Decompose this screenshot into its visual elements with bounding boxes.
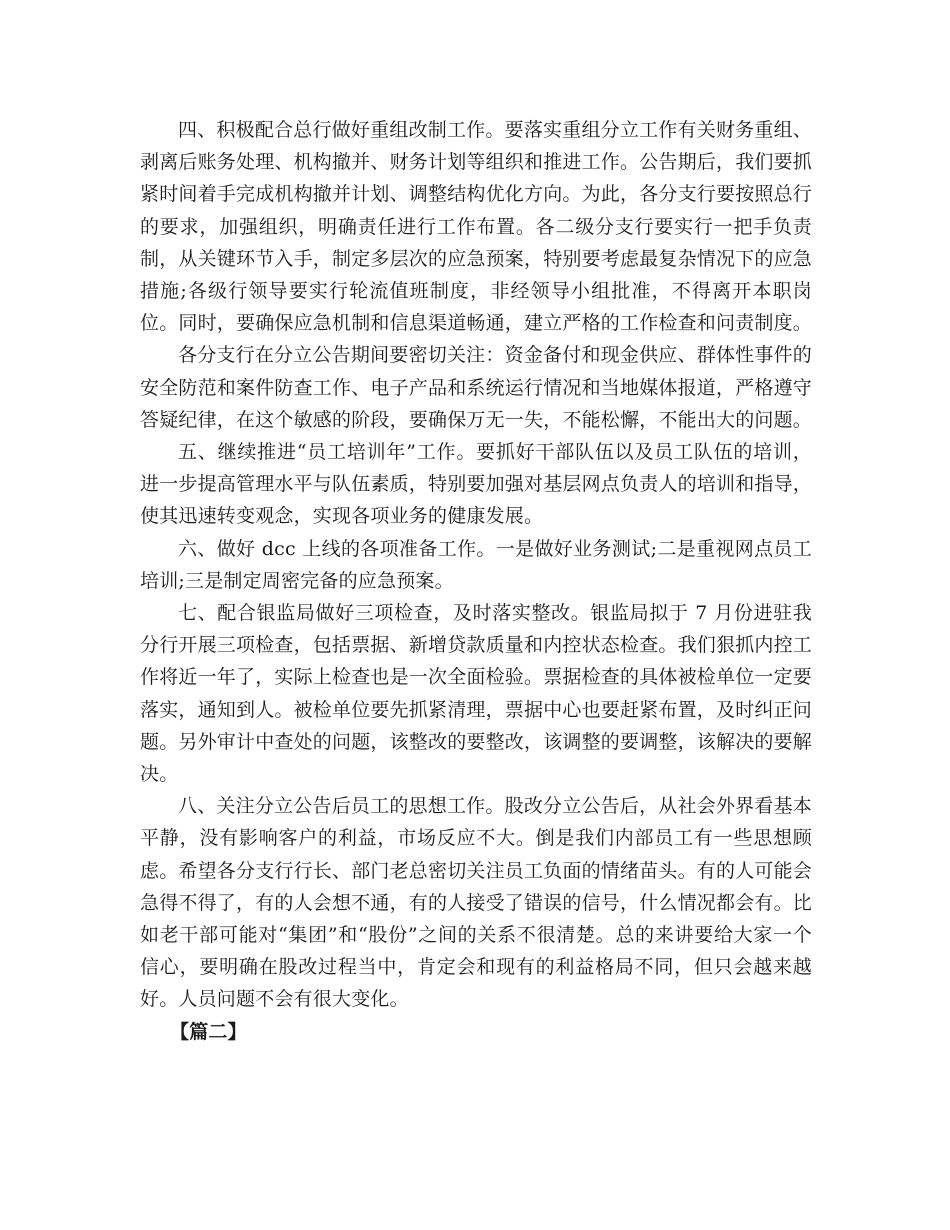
paragraph-section-5: 五、继续推进“员工培训年”工作。要抓好干部队伍以及员工队伍的培训，进一步提高管理水平与队伍素质，特别要加强对基层网点负责人的培训和指导，使其迅速转变观念，实现各项业务的健康发展。 xyxy=(140,441,813,528)
section-heading-part-two: 【篇二】 xyxy=(170,1020,247,1043)
paragraph-section-6: 六、做好 dcc 上线的各项准备工作。一是做好业务测试;二是重视网点员工培训;三是制定周密完备的应急预案。 xyxy=(140,537,812,592)
paragraph-section-8: 八、关注分立公告后员工的思想工作。股改分立公告后，从社会外界看基本平静，没有影响客户的利益，市场反应不大。倒是我们内部员工有一些思想顾虑。希望各分支行行长、部门老总密切关注员工负面的情绪苗头。有的人可能会急得不得了，有的人会想不通，有的人接受了错误的信号，什么情况都会有。比如老干部可能对“集团”和“股份”之间的关系不很清楚。总的来讲要给大家一个信心，要明确在股改过程当中，肯定会和现有的利益格局不同，但只会越来越好。人员问题不会有很大变化。 xyxy=(140,795,813,1011)
paragraph-section-4: 四、积极配合总行做好重组改制工作。要落实重组分立工作有关财务重组、剥离后账务处理、机构撤并、财务计划等组织和推进工作。公告期后，我们要抓紧时间着手完成机构撤并计划、调整结构优化方向。为此，各分支行要按照总行的要求，加强组织，明确责任进行工作布置。各二级分支行要实行一把手负责制，从关键环节入手，制定多层次的应急预案，特别要考虑最复杂情况下的应急措施;各级行领导要实行轮流值班制度，非经领导小组批准，不得离开本职岗位。同时，要确保应急机制和信息渠道畅通，建立严格的工作检查和问责制度。 xyxy=(140,119,813,335)
paragraph-announcement-attention: 各分支行在分立公告期间要密切关注：资金备付和现金供应、群体性事件的安全防范和案件防查工作、电子产品和系统运行情况和当地媒体报道，严格遵守答疑纪律，在这个敏感的阶段，要确保万无一失，不能松懈，不能出大的问题。 xyxy=(140,344,813,431)
paragraph-section-7: 七、配合银监局做好三项检查，及时落实整改。银监局拟于 7 月份进驻我分行开展三项检查，包括票据、新增贷款质量和内控状态检查。我们狠抓内控工作将近一年了，实际上检查也是一次全面检验。票据检查的具体被检单位一定要落实，通知到人。被检单位要先抓紧清理，票据中心也要赶紧布置，及时纠正问题。另外审计中查处的问题，该整改的要整改，该调整的要调整，该解决的要解决。 xyxy=(140,602,813,786)
document-body xyxy=(140,114,812,1048)
